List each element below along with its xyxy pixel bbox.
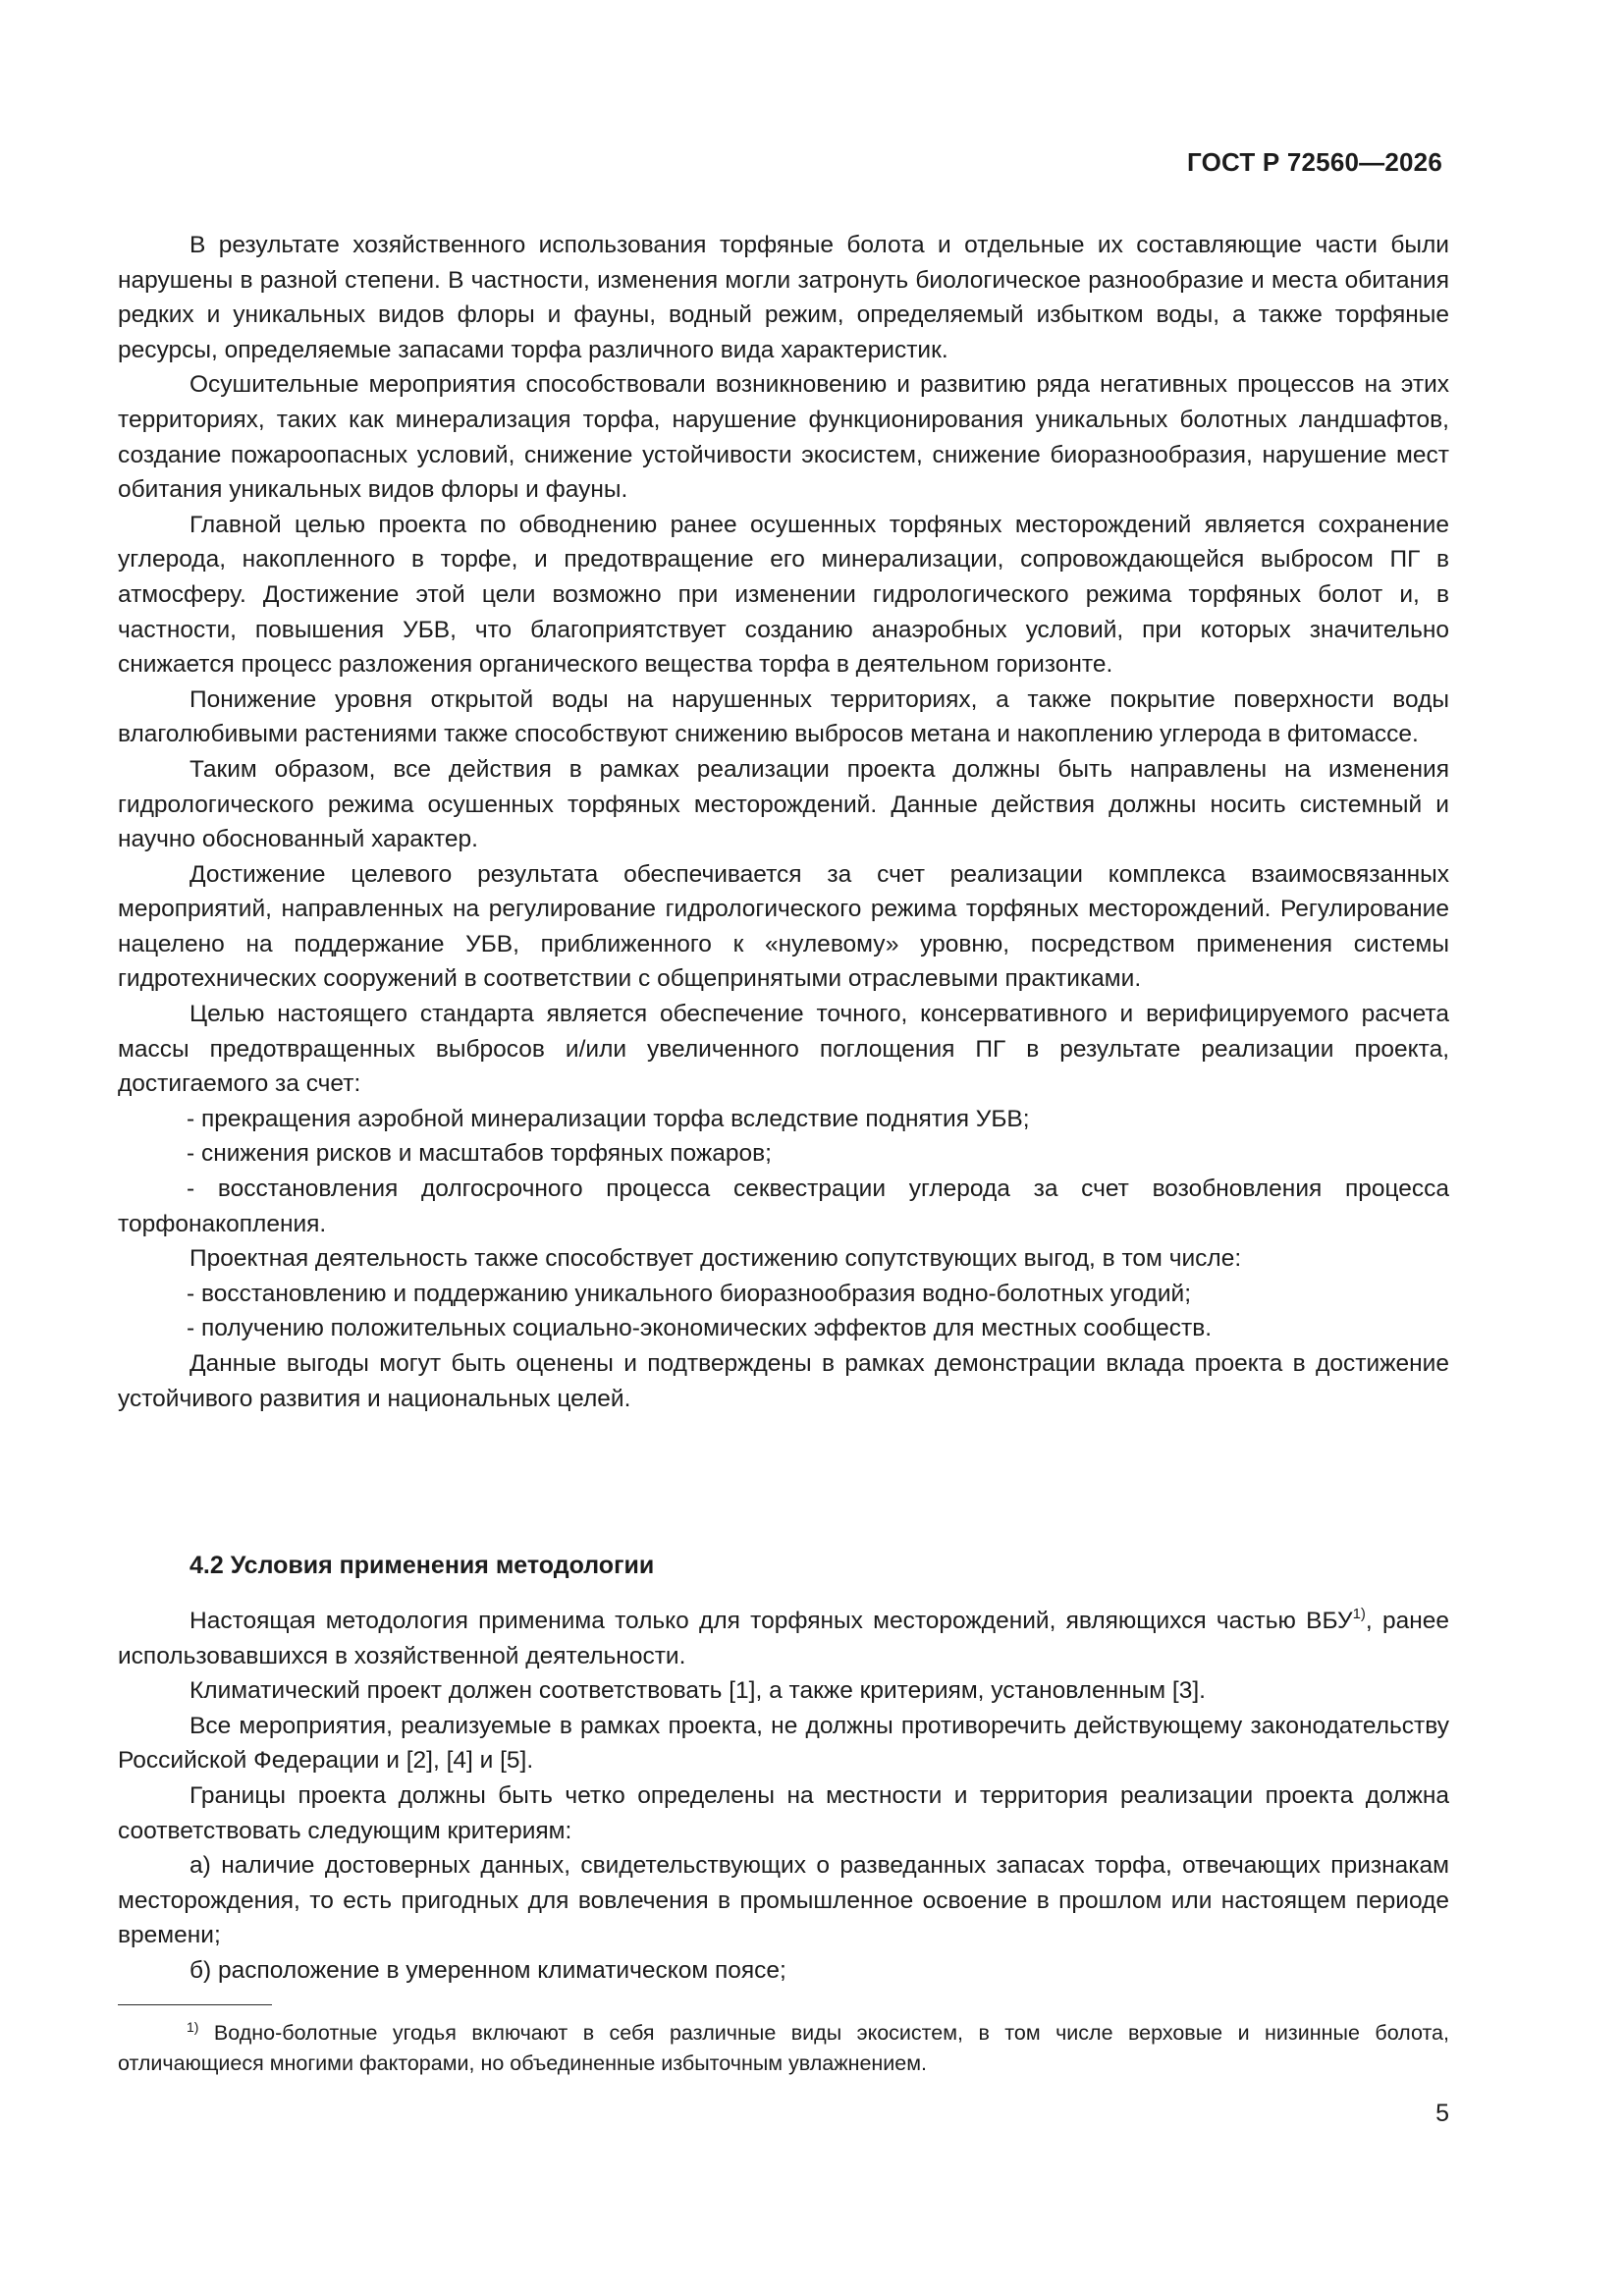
paragraph-text: , ранее использовавшихся в хозяйственной деятельности.	[118, 1608, 1449, 1669]
paragraph: Главной целью проекта по обводнению ранее осушенных торфяных месторождений является сохранение углерода, накопленного в торфе, и предотвращение его минерализации, сопровождающейся выбросом ПГ в атмосферу. Достижение этой цели возможно при изменении гидрологического режима торфяных болот и, в частности, повышения УБВ, что благоприятствует созданию анаэробных условий, при которых значительно снижается процесс разложения органического вещества торфа в деятельном горизонте.	[118, 511, 1449, 679]
list-item: б) расположение в умеренном климатическом поясе;	[189, 1956, 786, 1984]
section-body-text	[118, 1604, 1449, 1989]
list-item: а) наличие достоверных данных, свидетельствующих о разведанных запасах торфа, отвечающих признакам месторождения, то есть пригодных для вовлечения в промышленное освоение в прошлом или настоящем периоде времени;	[118, 1852, 1449, 1949]
paragraph: Все мероприятия, реализуемые в рамках проекта, не должны противоречить действующему законодательству Российской Федерации и [2], [4] и [5].	[118, 1712, 1449, 1775]
paragraph: Климатический проект должен соответствовать [1], а также критериям, установленным [3].	[189, 1677, 1206, 1705]
paragraph	[118, 1604, 1449, 1673]
footnote-separator	[118, 2004, 272, 2005]
list-item: - восстановления долгосрочного процесса секвестрации углерода за счет возобновления процесса торфонакопления.	[118, 1175, 1449, 1237]
list-item: - получению положительных социально-экономических эффектов для местных сообществ.	[187, 1315, 1213, 1342]
paragraph: Проектная деятельность также способствует достижению сопутствующих выгод, в том числе:	[189, 1245, 1242, 1273]
paragraph: Границы проекта должны быть четко определены на местности и территория реализации проекта должна соответствовать следующим критериям:	[118, 1781, 1449, 1844]
paragraph: Понижение уровня открытой воды на нарушенных территориях, а также покрытие поверхности воды влаголюбивыми растениями также способствуют снижению выбросов метана и накоплению углерода в фитомассе.	[118, 685, 1449, 748]
paragraph: Данные выгоды могут быть оценены и подтверждены в рамках демонстрации вклада проекта в достижение устойчивого развития и национальных целей.	[118, 1350, 1449, 1412]
body-text	[118, 228, 1449, 1416]
footnote-marker: 1)	[187, 2019, 199, 2035]
paragraph: Целью настоящего стандарта является обеспечение точного, консервативного и верифицируемого расчета массы предотвращенных выбросов и/или увеличенного поглощения ПГ в результате реализации проекта, достигаемого за счет:	[118, 1001, 1449, 1098]
footnote	[118, 2018, 1449, 2079]
footnote-text	[118, 2018, 1449, 2079]
footnote-body: Водно-болотные угодья включают в себя различные виды экосистем, в том числе верховые и низинные болота, отличающиеся многими факторами, но объединенные избыточным увлажнением.	[118, 2021, 1449, 2075]
list-item: - снижения рисков и масштабов торфяных пожаров;	[187, 1140, 772, 1168]
paragraph: Достижение целевого результата обеспечивается за счет реализации комплекса взаимосвязанных мероприятий, направленных на регулирование гидрологического режима торфяных месторождений. Регулирование нацелено на поддержание УБВ, приближенного к «нулевому» уровню, посредством применения системы гидротехнических сооружений в соответствии с общепринятыми отраслевыми практиками.	[118, 860, 1449, 993]
paragraph: В результате хозяйственного использования торфяные болота и отдельные их составляющие части были нарушены в разной степени. В частности, изменения могли затронуть биологическое разнообразие и места обитания редких и уникальных видов флоры и фауны, водный режим, определяемый избытком воды, а также торфяные ресурсы, определяемые запасами торфа различного вида характеристик.	[118, 232, 1449, 363]
footnote-reference[interactable]: 1)	[1352, 1606, 1366, 1622]
paragraph: Таким образом, все действия в рамках реализации проекта должны быть направлены на изменения гидрологического режима осушенных торфяных месторождений. Данные действия должны носить системный и научно обоснованный характер.	[118, 755, 1449, 853]
list-item: - восстановлению и поддержанию уникального биоразнообразия водно-болотных угодий;	[187, 1280, 1192, 1307]
paragraph: Осушительные мероприятия способствовали возникновению и развитию ряда негативных процессов на этих территориях, таких как минерализация торфа, нарушение функционирования уникальных болотных ландшафтов, создание пожароопасных условий, снижение устойчивости экосистем, снижение биоразнообразия, нарушение мест обитания уникальных видов флоры и фауны.	[118, 371, 1449, 504]
section-heading: 4.2 Условия применения методологии	[189, 1552, 655, 1579]
paragraph-text: Настоящая методология применима только для торфяных месторождений, являющихся частью ВБУ	[189, 1608, 1353, 1634]
list-item: - прекращения аэробной минерализации торфа вследствие поднятия УБВ;	[187, 1105, 1030, 1132]
document-header-id: ГОСТ Р 72560—2026	[1187, 147, 1442, 177]
page-number: 5	[1435, 2100, 1449, 2127]
